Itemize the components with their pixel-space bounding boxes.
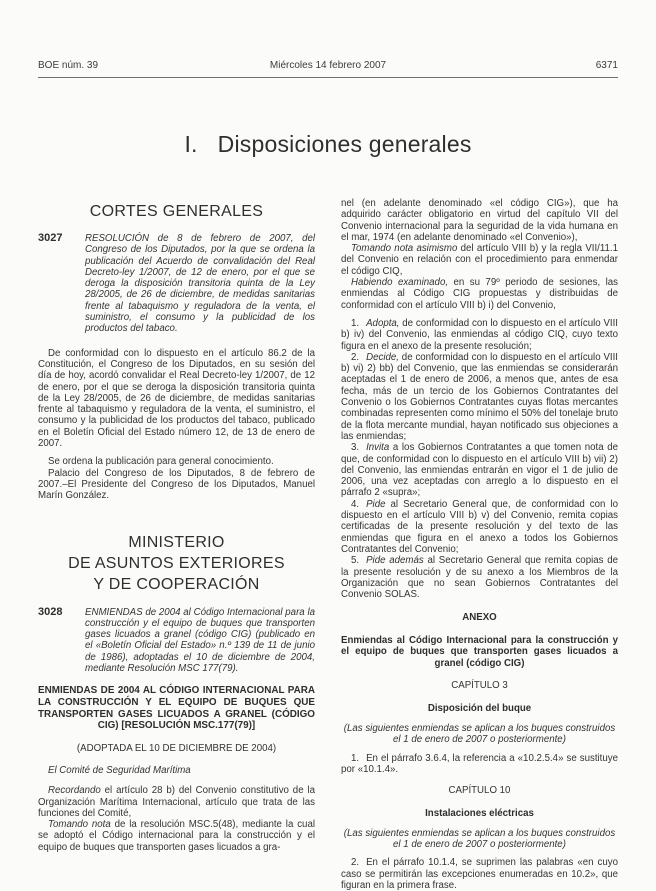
resolution-rest: a los Gobiernos Contratantes a que tomen nota de que, de conformidad con lo dispuesto en el artículo VIII b) vii) 2) del Convenio, las enmiendas entrarán en vigor el 1 de julio de 2006, una vez aceptadas con arreglo a lo dispuesto en el párrafo 2 «supra»; (341, 442, 618, 499)
chapter3-label: CAPÍTULO 3 (451, 680, 508, 692)
org-heading-ministerio (38, 532, 315, 595)
resolution-paragraph-3 (341, 442, 618, 498)
resolution-lead: Pide además (366, 555, 424, 567)
paragraph-habiendo-examinado (341, 277, 618, 311)
paragraph-rest: del artículo VIII b) y la regla VII/11.1 del Convenio en relación con el procedimiento para enmendar el código CIQ, (341, 243, 618, 277)
chapter3-item (341, 753, 618, 776)
org-heading-cortes-generales: CORTES GENERALES (89, 203, 264, 220)
paragraph-recordando (38, 785, 315, 819)
left-column (38, 198, 315, 891)
org-heading-line: MINISTERIO (128, 533, 225, 551)
chapter10-label: CAPÍTULO 10 (448, 785, 511, 797)
entry-number: 3027 (38, 232, 63, 244)
paragraph-lead: Habiendo examinado, (351, 277, 449, 289)
anexo-heading: ANEXO (462, 612, 497, 624)
resolution-rest: de conformidad con lo dispuesto en el artículo VIII b) vi) 2) bb) del Convenio, que las enmiendas se considerarán aceptadas el 1 de enero de 2006, a menos que, antes de esa fecha, más de un tercio de los Gobiernos Contratantes del Convenio o los Gobiernos Contratantes cuyas flotas mercantes combinadas representen como mínimo el 50% del tonelaje bruto de la flota mercante mundial, hayan notificado sus objeciones a las enmiendas; (341, 351, 618, 442)
org-heading-line: Y DE COOPERACIÓN (93, 575, 260, 593)
resolution-number: 2. (351, 351, 360, 363)
committee-line: El Comité de Seguridad Marítima (48, 764, 191, 776)
resolution-paragraph-1 (341, 318, 618, 352)
paragraph: Se ordena la publicación para general conocimiento. (48, 456, 274, 468)
section-title-text: Disposiciones generales (217, 131, 472, 157)
chapter10-title: Instalaciones eléctricas (425, 807, 534, 819)
resolution-number: 5. (351, 555, 360, 567)
resolution-rest: al Secretario General que, de conformidad con lo dispuesto en el artículo VIII b) v) del Convenio, remita copias certificadas de la presente resolución y del texto de las enmiendas que figura en el anexo a todos los Gobiernos Contratantes del Convenio; (341, 498, 618, 555)
anexo-title: Enmiendas al Código Internacional para la construcción y el equipo de buques que transporten gases licuados a granel (código CIG) (341, 634, 618, 669)
resolution-lead: Decide, (366, 351, 399, 363)
section-title-numeral: I. (184, 131, 198, 157)
org-heading-line: DE ASUNTOS EXTERIORES (68, 554, 285, 572)
paragraph-lead: Tomando nota (48, 819, 111, 831)
paragraph-rest: en su 79º periodo de sesiones, las enmiendas al Código CIG propuestas y distribuidas de conformidad con el artículo VIII b) i) del Convenio, (341, 277, 618, 311)
paragraph-rest: de la resolución MSC.5(48), mediante la cual se adoptó el Código internacional para la construcción y el equipo de buques que transporten gases licuados a gra- (38, 819, 315, 853)
chapter10-item (341, 857, 618, 891)
paragraph-rest: el artículo 28 b) del Convenio constitutivo de la Organización Marítima Internacional, artículo que trata de las funciones del Comité, (38, 785, 315, 819)
right-column (341, 198, 618, 891)
paragraph: Palacio del Congreso de los Diputados, 8 de febrero de 2007.–El Presidente del Congreso de los Diputados, Manuel Marín González. (38, 467, 315, 502)
two-column-body (38, 198, 618, 891)
entry-summary: RESOLUCIÓN de 8 de febrero de 2007, del Congreso de los Diputados, por la que se ordena la publicación del Acuerdo de convalidación del Real Decreto-ley 1/2007, de 12 de enero, por el que se deroga la disposición transitoria quinta de la Ley 28/2005, de 26 de diciembre, de medidas sanitarias frente al tabaquismo y reguladora de la venta, el suministro, el consumo y la publicidad de los productos del tabaco. (85, 233, 315, 335)
resolution-lead: Pide (366, 498, 386, 510)
entry-number: 3028 (38, 605, 63, 618)
entry-summary: ENMIENDAS de 2004 al Código Internacional para la construcción y el equipo de buques que transporten gases licuados a granel (código CIG) (publicado en el «Boletín Oficial del Estado» n.º 139 de 11 de junio de 1986), adoptadas el 10 de diciembre de 2004, mediante Resolución MSC 177(79). (85, 606, 315, 675)
paragraph-tomando-asimismo (341, 243, 618, 277)
paragraph-lead: Recordando (48, 785, 101, 797)
paragraph-continuation: nel (en adelante denominado «el código CIG»), que ha adquirido carácter obligatorio en virtud del capítulo VII del Convenio internacional para la seguridad de la vida humana en el mar, 1974 (en adelante denominado «el Convenio»), (341, 198, 618, 243)
item-number: 2. (351, 857, 360, 869)
paragraph-tomando-nota (38, 819, 315, 853)
resolution-lead: Adopta, (366, 317, 400, 329)
resolution-number: 3. (351, 442, 360, 454)
amendments-title: ENMIENDAS DE 2004 AL CÓDIGO INTERNACIONAL PARA LA CONSTRUCCIÓN Y EL EQUIPO DE BUQUES QUE TRANSPORTEN GASES LICUADOS A GRANEL (CÓDIGO CIG) [RESOLUCIÓN MSC.177(79)] (38, 685, 315, 732)
header-page-number: 6371 (595, 60, 618, 71)
resolution-rest: al Secretario General que remita copias de la presente resolución y de su anexo a los Miembros de la Organización que no sean Gobiernos Contratantes del Convenio SOLAS. (341, 555, 618, 601)
resolution-number: 1. (351, 317, 360, 329)
header-issue: BOE núm. 39 (38, 60, 99, 71)
chapter3-note: (Las siguientes enmiendas se aplican a los buques construidos el 1 de enero de 2007 o posteriormente) (343, 723, 616, 746)
resolution-paragraph-4 (341, 499, 618, 555)
chapter3-title: Disposición del buque (427, 702, 532, 714)
section-title (0, 131, 656, 158)
item-text: En el párrafo 3.6.4, la referencia a «10.2.5.4» se sustituye por «10.1.4». (341, 752, 618, 775)
resolution-paragraph-2 (341, 352, 618, 442)
entry-3028 (38, 607, 315, 675)
resolution-rest: de conformidad con lo dispuesto en el artículo VIII b) iv) del Convenio, las enmiendas al código CIQ, cuyo texto figura en el anexo de la presente resolución; (341, 317, 618, 352)
page-header (38, 60, 618, 78)
adopted-line: (ADOPTADA EL 10 DE DICIEMBRE DE 2004) (76, 742, 277, 754)
paragraph: De conformidad con lo dispuesto en el artículo 86.2 de la Constitución, el Congreso de los Diputados, en su sesión del día de hoy, acordó convalidar el Real Decreto-ley 1/2007, de 12 de enero, por el que se deroga la disposición transitoria quinta de la Ley 28/2005, de 26 de diciembre, de medidas sanitarias frente al tabaquismo y reguladora de la venta, el suministro, el consumo y la publicidad de los productos del tabaco, publicado en el Boletín Oficial del Estado número 12, de 13 de enero de 2007. (38, 347, 315, 450)
entry-3027 (38, 233, 315, 335)
chapter10-note: (Las siguientes enmiendas se aplican a los buques construidos el 1 de enero de 2007 o posteriormente) (343, 827, 616, 851)
resolution-number: 4. (351, 498, 360, 510)
item-number: 1. (351, 752, 360, 764)
resolution-lead: Invita (366, 442, 390, 454)
paragraph-lead: Tomando nota asimismo (351, 243, 458, 255)
item-text: En el párrafo 10.1.4, se suprimen las palabras «en cuyo caso se permitirán las excepciones enumeradas en 10.2», que figuran en la primera frase. (341, 857, 618, 891)
resolution-paragraph-5 (341, 555, 618, 600)
header-date: Miércoles 14 febrero 2007 (269, 60, 387, 71)
